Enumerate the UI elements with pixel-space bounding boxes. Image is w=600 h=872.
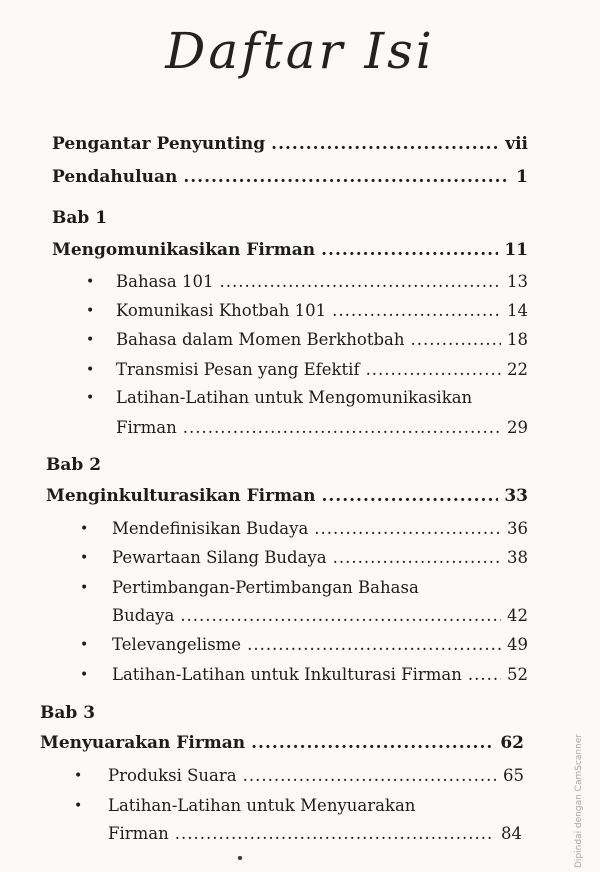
leader-dots [314,519,501,538]
leader-dots [468,665,501,684]
toc-entry[interactable] [116,418,528,437]
toc-chapter-1[interactable] [52,240,528,260]
toc-entry[interactable] [116,330,528,349]
toc-label: Pendahuluan [52,167,178,187]
toc-page: 18 [507,330,528,349]
chapter-number: Bab 2 [46,455,102,475]
page-mark [238,856,242,860]
page-title: Daftar Isi [165,22,435,80]
leader-dots [183,167,510,187]
toc-label: Pertimbangan-Pertimbangan Bahasa [112,578,419,597]
leader-dots [366,360,501,379]
toc-entry[interactable] [112,635,528,654]
toc-label: Bahasa dalam Momen Berkhotbah [116,330,405,349]
leader-dots [251,733,494,753]
toc-page: 36 [507,519,528,538]
toc-entry[interactable] [108,824,522,843]
toc-page: 11 [504,240,528,260]
toc-page: 1 [516,167,528,187]
toc-label: Pewartaan Silang Budaya [112,548,327,567]
toc-label: Menyuarakan Firman [40,733,246,753]
leader-dots [332,301,501,320]
toc-page: 52 [507,665,528,684]
toc-page: 42 [507,606,528,625]
bullet-icon: • [74,798,83,814]
toc-label: Produksi Suara [108,766,237,785]
toc-label-continued: Budaya [112,606,175,625]
toc-label-continued: Firman [116,418,177,437]
toc-entry-pengantar[interactable] [52,134,528,154]
bullet-icon: • [86,303,95,319]
leader-dots [180,606,501,625]
chapter-number: Bab 3 [40,703,96,723]
bullet-icon: • [80,667,89,683]
toc-entry[interactable] [112,665,528,684]
toc-label: Bahasa 101 [116,272,214,291]
toc-label: Transmisi Pesan yang Efektif [116,360,360,379]
toc-entry[interactable] [112,548,528,567]
toc-page: 33 [504,486,528,506]
toc-entry[interactable] [116,301,528,320]
toc-page: 14 [507,301,528,320]
toc-page: 38 [507,548,528,567]
toc-page: 65 [503,766,524,785]
bullet-icon: • [86,390,95,406]
leader-dots [321,486,498,506]
bullet-icon: • [74,768,83,784]
leader-dots [410,330,501,349]
toc-label: Mengomunikasikan Firman [52,240,316,260]
toc-page: 49 [507,635,528,654]
toc-entry[interactable] [116,272,528,291]
toc-label: Menginkulturasikan Firman [46,486,316,506]
toc-label-continued: Firman [108,824,169,843]
toc-entry-pendahuluan[interactable] [52,167,528,187]
chapter-number: Bab 1 [52,208,108,228]
leader-dots [183,418,501,437]
toc-page: 13 [507,272,528,291]
leader-dots [321,240,498,260]
leader-dots [247,635,501,654]
toc-page: 62 [500,733,524,753]
leader-dots [243,766,497,785]
leader-dots [333,548,501,567]
bullet-icon: • [86,274,95,290]
bullet-icon: • [80,580,89,596]
bullet-icon: • [80,637,89,653]
toc-entry[interactable] [116,360,528,379]
bullet-icon: • [80,550,89,566]
bullet-icon: • [86,332,95,348]
toc-page: 84 [501,824,522,843]
leader-dots [219,272,501,291]
leader-dots [271,134,499,154]
leader-dots [175,824,495,843]
toc-page: 22 [507,360,528,379]
toc-page: 29 [507,418,528,437]
toc-label: Latihan-Latihan untuk Menyuarakan [108,796,416,815]
toc-chapter-2[interactable] [46,486,528,506]
bullet-icon: • [80,521,89,537]
toc-page: vii [505,134,528,154]
toc-entry[interactable] [112,606,528,625]
toc-label: Televangelisme [112,635,242,654]
toc-label: Latihan-Latihan untuk Inkulturasi Firman [112,665,462,684]
toc-entry[interactable] [112,519,528,538]
scanner-watermark: Dipindai dengan CamScanner [574,733,584,868]
toc-label: Pengantar Penyunting [52,134,266,154]
bullet-icon: • [86,362,95,378]
toc-label: Latihan-Latihan untuk Mengomunikasikan [116,388,473,407]
toc-entry[interactable] [108,766,524,785]
toc-chapter-3[interactable] [40,733,524,753]
toc-label: Mendefinisikan Budaya [112,519,309,538]
toc-label: Komunikasi Khotbah 101 [116,301,327,320]
